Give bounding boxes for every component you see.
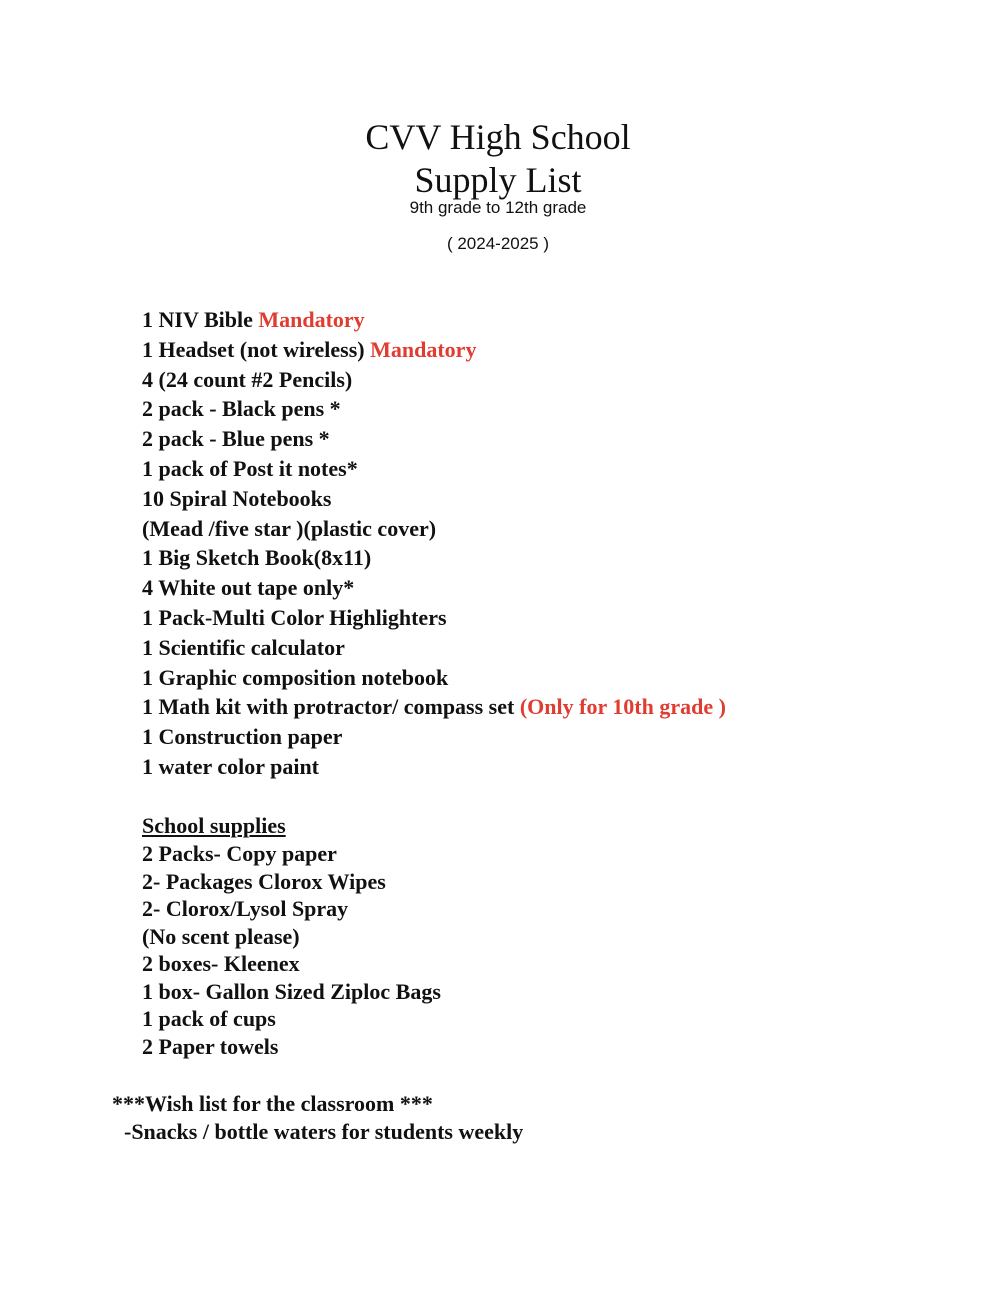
- list-item: [142, 722, 726, 752]
- list-item: [142, 543, 726, 573]
- list-item: [142, 394, 726, 424]
- item-text: 1 Big Sketch Book(8x11): [142, 545, 372, 571]
- item-text: 4 White out tape only*: [142, 575, 355, 601]
- list-item: [142, 335, 726, 365]
- list-item: [142, 365, 726, 395]
- page-title-list: Supply List: [414, 160, 582, 200]
- list-item: 1 pack of cups: [142, 1006, 276, 1031]
- item-text: 1 Construction paper: [142, 724, 343, 750]
- list-item: [142, 692, 726, 722]
- list-item: (No scent please): [142, 923, 300, 949]
- wish-list-section: [112, 1090, 523, 1145]
- list-item: [142, 603, 726, 633]
- item-text: 2 pack - Black pens *: [142, 396, 341, 422]
- grade-note: (Only for 10th grade ): [519, 694, 726, 720]
- page-title-school: CVV High School: [365, 117, 631, 157]
- item-text: 1 Graphic composition notebook: [142, 664, 449, 690]
- wish-list-item: -Snacks / bottle waters for students weekly: [124, 1118, 524, 1144]
- list-item: [142, 484, 726, 514]
- list-item: 2 boxes- Kleenex: [142, 951, 300, 976]
- item-text: 1 NIV Bible: [142, 307, 259, 332]
- document-header: [0, 116, 986, 254]
- list-item: [142, 424, 726, 454]
- item-text: (Mead /five star )(plastic cover): [142, 515, 437, 541]
- supply-list: [142, 305, 726, 782]
- item-text: 1 water color paint: [142, 753, 319, 779]
- list-item: [142, 663, 726, 693]
- school-year: ( 2024-2025 ): [446, 234, 550, 253]
- item-text: 2 pack - Blue pens *: [142, 426, 330, 452]
- item-text: 1 pack of Post it notes*: [142, 455, 358, 481]
- list-item: [142, 573, 726, 603]
- item-text: 1 Scientific calculator: [142, 634, 345, 660]
- list-item: 2 Packs- Copy paper: [142, 841, 337, 866]
- list-item: [142, 305, 726, 335]
- list-item: [142, 514, 726, 544]
- item-text: 1 Pack-Multi Color Highlighters: [142, 604, 447, 630]
- list-item: 2- Clorox/Lysol Spray: [142, 896, 349, 921]
- wish-list-heading: ***Wish list for the classroom ***: [112, 1091, 433, 1116]
- list-item: 2 Paper towels: [142, 1033, 279, 1059]
- school-supplies-heading: School supplies: [142, 813, 286, 838]
- school-supplies-section: [142, 811, 441, 1060]
- list-item: 1 box- Gallon Sized Ziploc Bags: [142, 978, 441, 1004]
- item-text: 4 (24 count #2 Pencils): [142, 366, 353, 392]
- list-item: [142, 752, 726, 782]
- list-item: 2- Packages Clorox Wipes: [142, 868, 386, 894]
- list-item: [142, 454, 726, 484]
- item-text: 10 Spiral Notebooks: [142, 485, 332, 511]
- item-text: 1 Headset (not wireless): [142, 336, 371, 362]
- mandatory-note: Mandatory: [370, 336, 477, 362]
- mandatory-note: Mandatory: [258, 307, 365, 332]
- list-item: [142, 633, 726, 663]
- grade-range: 9th grade to 12th grade: [409, 198, 587, 217]
- item-text: 1 Math kit with protractor/ compass set: [142, 694, 520, 720]
- school-supplies-list: [142, 840, 441, 1060]
